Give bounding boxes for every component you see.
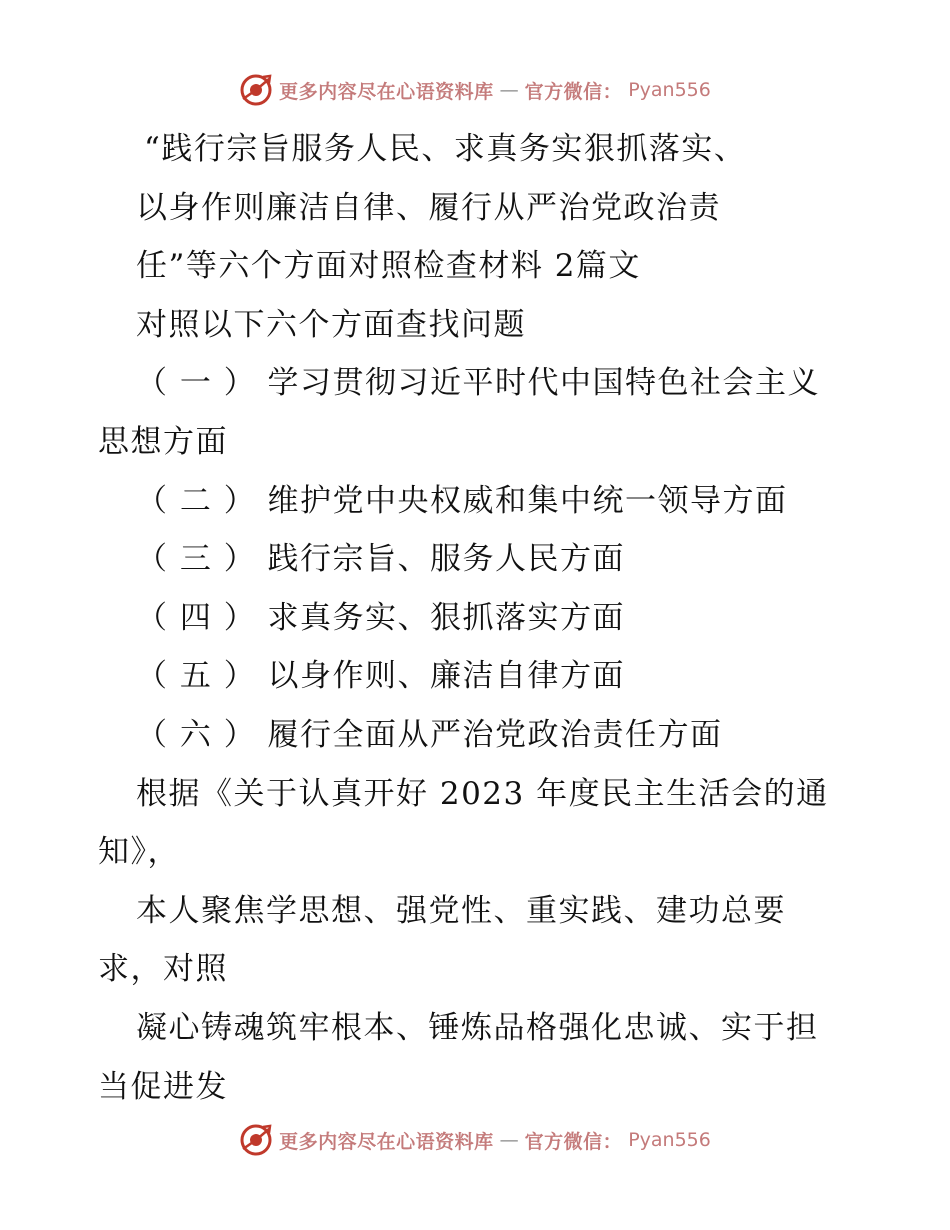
watermark-banner-top — [0, 70, 950, 110]
document-line: “践行宗旨服务人民、求真务实狠抓落实、 — [144, 131, 747, 167]
watermark-wechat-label: 官方微信： — [524, 80, 623, 103]
logo-icon — [239, 73, 273, 107]
document-line: 求，对照 — [98, 951, 228, 988]
watermark-text: 更多内容尽在心语资料库 — [279, 1130, 494, 1153]
watermark-wechat-label: 官方微信： — [524, 1130, 623, 1153]
document-line: 对照以下六个方面查找问题 — [136, 306, 526, 343]
watermark-separator: — — [499, 79, 519, 101]
document-line: 凝心铸魂筑牢根本、锤炼品格强化忠诚、实于担 — [136, 1009, 819, 1046]
document-line: （ 六 ） 履行全面从严治党政治责任方面 — [136, 716, 723, 753]
document-line: （ 四 ） 求真务实、狠抓落实方面 — [136, 599, 626, 636]
document-line: （ 三 ） 践行宗旨、服务人民方面 — [136, 541, 626, 578]
document-line: （ 一 ） 学习贯彻习近平时代中国特色社会主义 — [136, 365, 821, 402]
document-line: （ 五 ） 以身作则、廉洁自律方面 — [136, 658, 626, 695]
document-line: 本人聚焦学思想、强党性、重实践、建功总要 — [136, 892, 786, 929]
logo-icon — [239, 1123, 273, 1157]
watermark-separator: — — [499, 1129, 519, 1151]
watermark-wechat-id: Pyan556 — [628, 79, 711, 101]
document-line: 以身作则廉洁自律、履行从严治党政治责 — [136, 189, 721, 226]
document-line: 任”等六个方面对照检查材料 2篇文 — [136, 248, 641, 285]
document-line: 知》， — [98, 834, 180, 871]
document-line: 根据《关于认真开好 2023 年度民主生活会的通 — [136, 775, 829, 812]
document-line: （ 二 ） 维护党中央权威和集中统一领导方面 — [136, 482, 788, 519]
document-body — [98, 120, 868, 1116]
watermark-banner-bottom — [0, 1120, 950, 1160]
document-line: 思想方面 — [98, 423, 228, 460]
watermark-wechat-id: Pyan556 — [628, 1129, 711, 1151]
watermark-text: 更多内容尽在心语资料库 — [279, 80, 494, 103]
document-line: 当促进发 — [98, 1068, 228, 1105]
